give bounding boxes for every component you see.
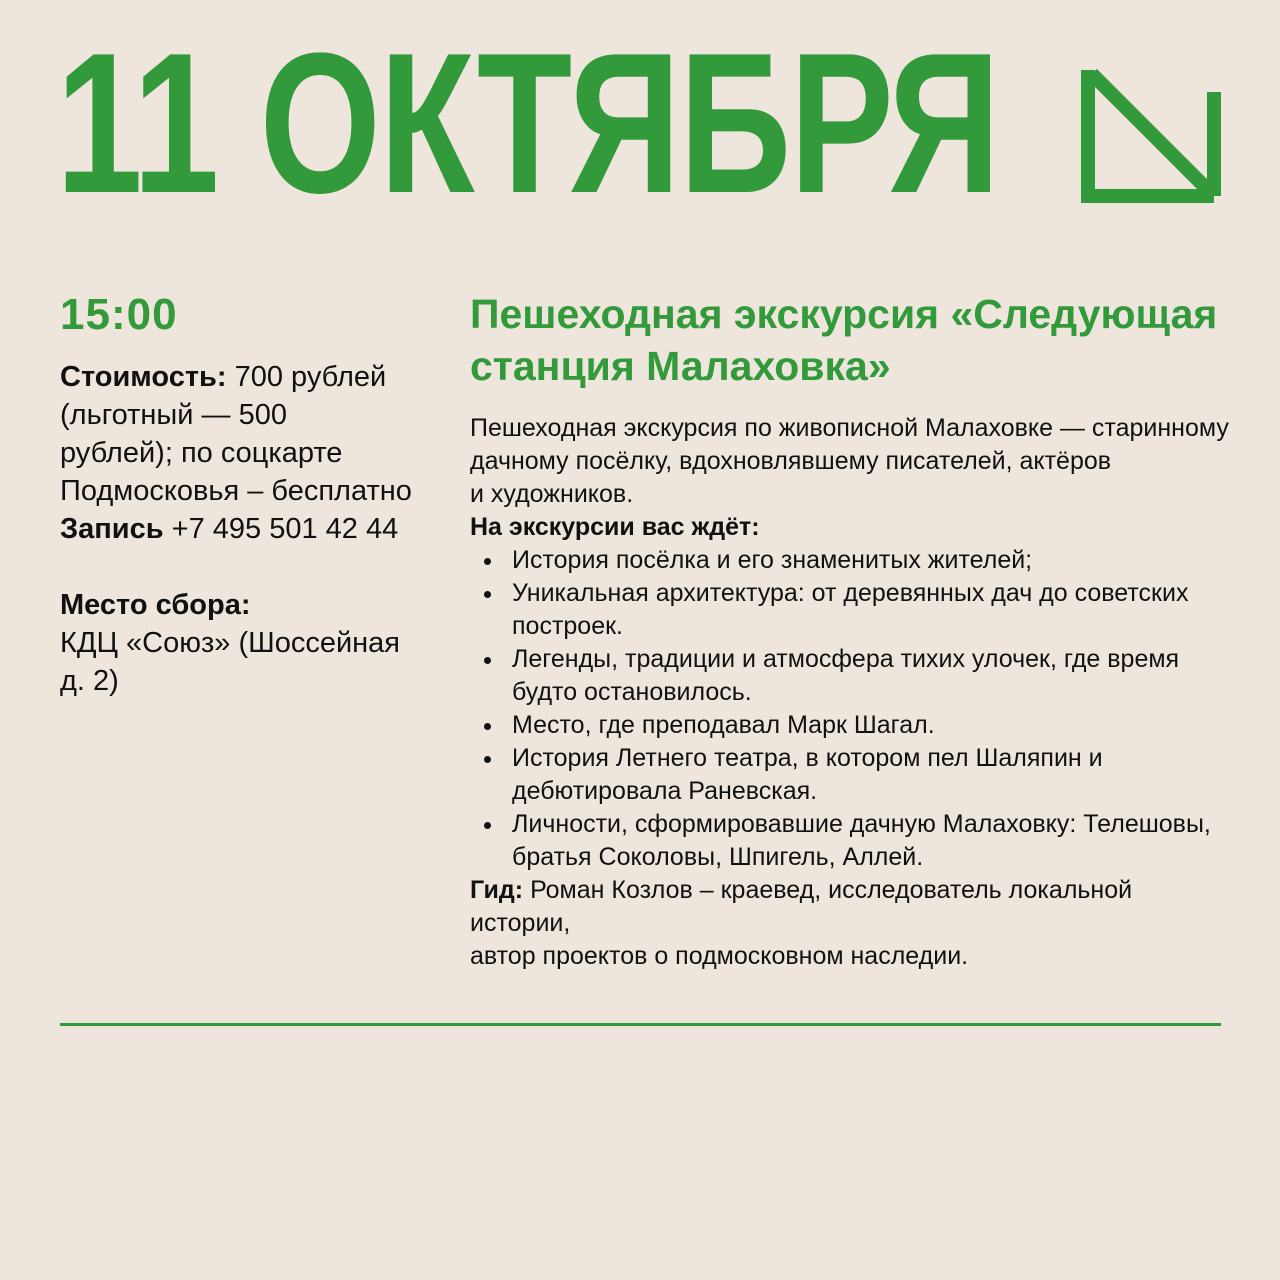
event-title (470, 288, 1230, 392)
list-heading: На экскурсии вас ждёт: (470, 513, 760, 541)
event-description (470, 412, 1230, 973)
arrow-down-right-icon (1078, 62, 1222, 206)
date-headline: 11 ОКТЯБРЯ (56, 12, 999, 235)
description-line: Пешеходная экскурсия по живописной Малаховке — старинному (470, 414, 1229, 442)
meeting-line: КДЦ «Союз» (Шоссейная (60, 627, 401, 659)
highlights-list (470, 544, 1230, 874)
signup-label: Запись (60, 513, 164, 545)
bullet-icon (484, 657, 491, 664)
cost-line: (льготный — 500 (60, 399, 287, 431)
list-item: История посёлка и его знаменитых жителей; (470, 544, 1230, 577)
signup-phone[interactable]: +7 495 501 42 44 (171, 513, 399, 545)
divider-line (60, 1023, 1221, 1026)
cost-line: Подмосковья – бесплатно (60, 475, 412, 507)
guide-line: автор проектов о подмосковном наследии. (470, 942, 969, 970)
list-item: Уникальная архитектура: от деревянных дач до советских построек. (470, 577, 1230, 643)
description (470, 412, 1230, 511)
bullet-icon (484, 756, 491, 763)
description-line: дачному посёлку, вдохновлявшему писателей, актёров (470, 447, 1112, 475)
list-item: История Летнего театра, в котором пел Шаляпин и дебютировала Раневская. (470, 742, 1230, 808)
cost-block (60, 358, 430, 510)
signup-block (60, 510, 430, 548)
meeting-block (60, 586, 430, 700)
event-details (60, 358, 430, 700)
guide-info (470, 874, 1230, 973)
guide-label: Гид: (470, 876, 524, 904)
list-item: Личности, сформировавшие дачную Малаховку: Телешовы, братья Соколовы, Шпигель, Аллей. (470, 808, 1230, 874)
guide-line: Роман Козлов – краевед, исследователь локальной истории, (470, 876, 1133, 937)
list-item: Место, где преподавал Марк Шагал. (470, 709, 1230, 742)
description-line: и художников. (470, 480, 634, 508)
event-time: 15:00 (60, 290, 178, 339)
bullet-icon (484, 591, 491, 598)
meeting-label: Место сбора: (60, 589, 251, 621)
meeting-line: д. 2) (60, 665, 119, 697)
cost-label: Стоимость: (60, 361, 227, 393)
event-title-line: станция Малаховка» (470, 343, 891, 389)
bullet-icon (484, 558, 491, 565)
list-item: Легенды, традиции и атмосфера тихих улочек, где время будто остановилось. (470, 643, 1230, 709)
cost-line: 700 рублей (234, 361, 387, 393)
cost-line: рублей); по соцкарте (60, 437, 343, 469)
bullet-icon (484, 822, 491, 829)
bullet-icon (484, 723, 491, 730)
event-title-line: Пешеходная экскурсия «Следующая (470, 291, 1218, 337)
